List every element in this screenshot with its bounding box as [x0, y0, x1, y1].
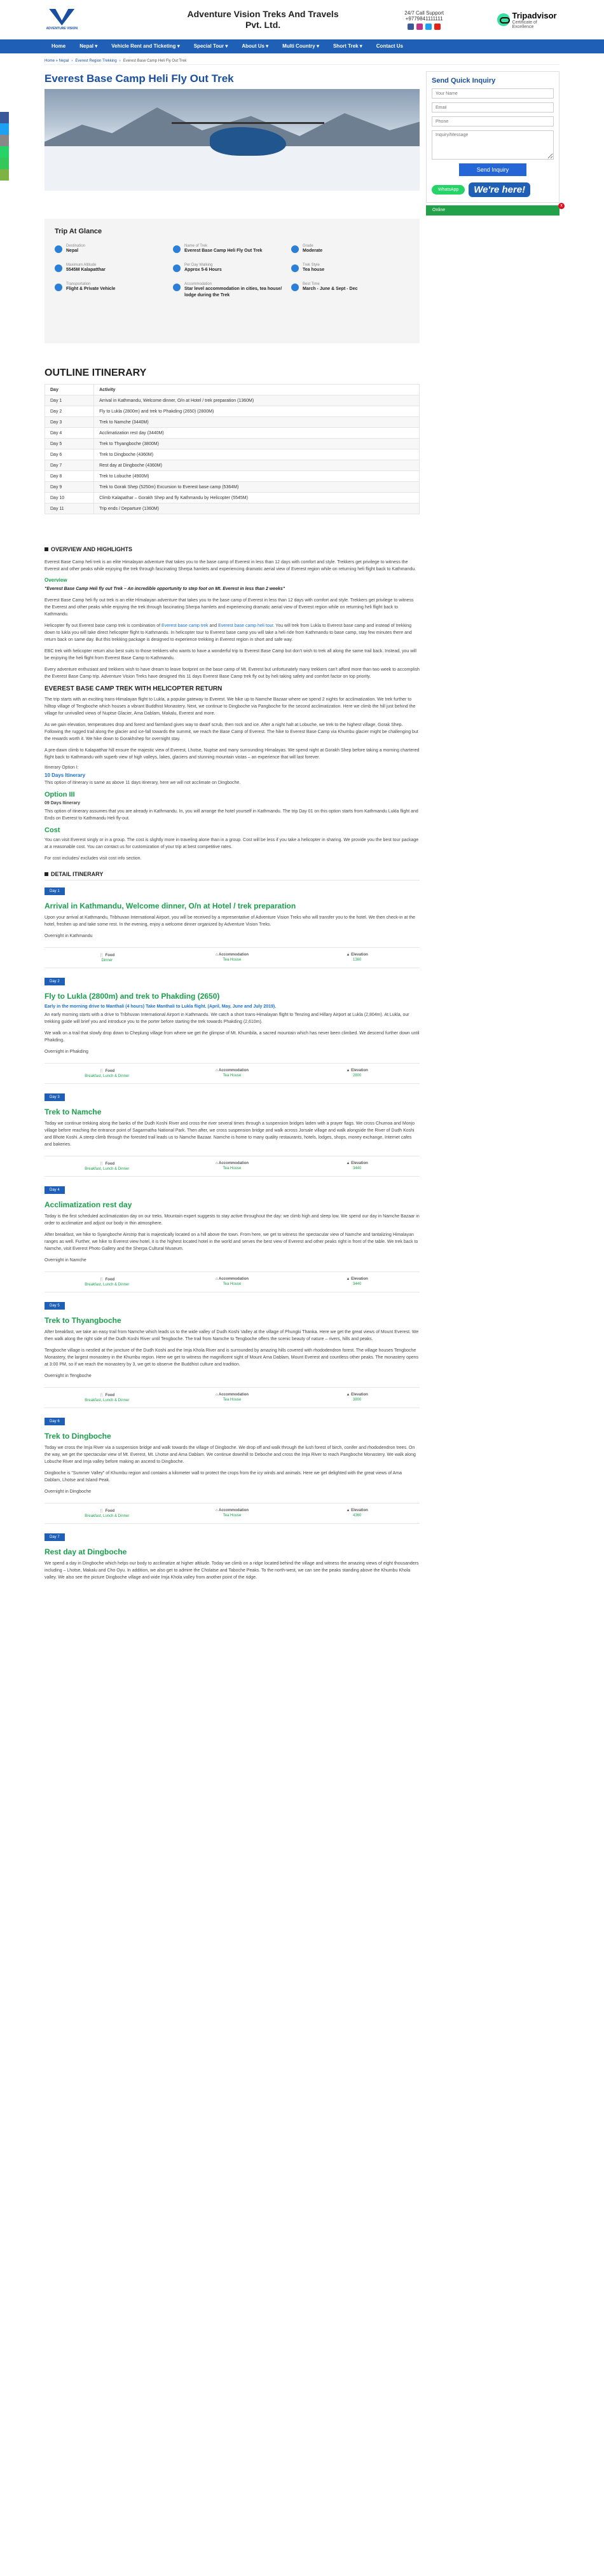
cell-activity: Trek to Namche (3440M)	[94, 417, 420, 428]
day-title: Trek to Dingboche	[45, 1432, 111, 1441]
outline-table	[45, 384, 420, 514]
glance-label: Maximum Altitude	[66, 263, 97, 267]
page-title: Everest Base Camp Heli Fly Out Trek	[45, 72, 234, 85]
elevation-label: ▲ Elevation	[346, 1161, 368, 1165]
nav-item-home[interactable]: Home	[51, 43, 66, 49]
table-row	[45, 439, 420, 449]
nav-item-vehicle-rent[interactable]: Vehicle Rent and Ticketing ▾	[111, 43, 180, 49]
facebook-icon[interactable]	[408, 24, 414, 30]
day-badge: Day 1	[45, 887, 65, 895]
table-row	[45, 428, 420, 439]
accommodation-value: Tea House	[223, 1282, 242, 1286]
sidebar	[426, 71, 563, 216]
option1-days: 10 Days Itinerary	[45, 772, 86, 778]
day-overnight: Overnight in Phakding	[45, 1050, 88, 1054]
accommodation-value: Tea House	[223, 958, 242, 962]
email-input[interactable]	[432, 102, 554, 113]
food-label: 🍴 Food	[99, 954, 115, 957]
bed-icon: ⌂	[215, 1161, 219, 1165]
cost-note: For cost includes/ excludes visit cost info section.	[45, 856, 142, 861]
food-icon: 🍴	[99, 1394, 106, 1397]
text-span: and	[208, 624, 219, 628]
cell-activity: Trek to Lobuche (4900M)	[94, 471, 420, 482]
support-phone[interactable]: +9779841111111	[405, 15, 443, 22]
table-row	[45, 406, 420, 417]
square-bullet-icon	[45, 872, 48, 876]
elevation-label: ▲ Elevation	[346, 1277, 368, 1281]
day-title: Trek to Namche	[45, 1107, 102, 1116]
elevation-label: ▲ Elevation	[346, 1069, 368, 1072]
logo-mark-icon	[49, 9, 74, 25]
support-label: 24/7 Call Support	[404, 10, 444, 16]
day-title: Trek to Thyangboche	[45, 1316, 121, 1325]
meta-elevation	[294, 1393, 420, 1402]
option1-text: This option of itinerary is same as above 11 days itinerary, here we will not acclimate on Dingboche.	[45, 781, 241, 785]
logo-text: ADVENTURE VISION	[46, 27, 78, 31]
bed-icon: ⌂	[215, 1393, 219, 1397]
meta-elevation	[294, 1069, 420, 1078]
meta-accommodation	[170, 953, 295, 963]
trek-name-icon	[173, 245, 181, 253]
meta-accommodation	[170, 1069, 295, 1078]
meta-food	[45, 1069, 170, 1078]
day-overnight: Overnight in Namche	[45, 1258, 86, 1263]
square-bullet-icon	[45, 547, 48, 551]
day-paragraph: Upon your arrival at Kathmandu, Tribhuvan International Airport, you will be received by a representative of Adventure Vision Treks who will transfer you to the hotel. We then check-in at the hotel, freshen up and take some rest. In the evening, enjoy a welcome dinner organized by Adventure Vision Treks.	[45, 915, 415, 927]
tripadvisor-badge[interactable]	[497, 11, 559, 29]
day-paragraph: Dingboche is "Summer Valley" of Khumbu region and contains a kilometer wall to protect the crops from the icy winds and animals. Here we get delighted with the great views of Ama Dablam, Lhotse and Island Peak.	[45, 1471, 402, 1483]
detail-heading	[45, 871, 420, 880]
mountain-icon: ▲	[346, 953, 352, 957]
glance-label: Grade	[303, 244, 313, 248]
overview-paragraph: Everest Base Camp heli fly out trek is an elite Himalayan adventure that takes you to the base camp of Everest in less than 12 days with comfort and style. Trekkers get privilege to witness the Everest and other peaks while enjoying the trek through fascinating Sherpa hamlets and experiencing dramatic aerial view of Everest region while on returning heli flight back to Kathmandu.	[45, 598, 414, 617]
altitude-icon	[55, 264, 62, 272]
overview-label: Overview	[45, 577, 67, 583]
cell-day: Day 1	[45, 395, 94, 406]
meta-elevation	[294, 1277, 420, 1287]
glance-item	[173, 282, 291, 299]
phone-input[interactable]	[432, 116, 554, 127]
accommodation-label: ⌂ Accommodation	[215, 953, 249, 957]
overview-paragraph: Every adventure enthusiast and trekkers wish to have dream to leave footprint on the base camp of Mt. Everest but unfortunately many trekkers can't afford more than two week to accomplish the Everest Base Camp trip. Adventure Vision Treks have designed this 11 days Everest Base Camp trek fly out by heli taking safety and comfort factor on top priority.	[45, 668, 420, 679]
site-logo[interactable]	[45, 6, 79, 34]
link-ebc-trek[interactable]: Everest base camp trek	[161, 624, 209, 628]
overview-heading	[45, 546, 420, 552]
main-content	[45, 70, 420, 1590]
day-overnight: Overnight in Dingboche	[45, 1490, 92, 1494]
whatsapp-button[interactable]: WhatsApp	[432, 185, 465, 195]
grade-icon	[291, 245, 299, 253]
mountain-icon: ▲	[346, 1509, 352, 1512]
cost-text: You can visit Everest singly or in a group. The cost is slightly more in traveling alone than in a group. Cost will be less if you take a helicopter in sharing. We provide you the best tour package at a reasonable cost. You can contact us for customization of your trip at best competitive rates.	[45, 838, 419, 849]
elevation-value: 3440	[352, 1282, 362, 1286]
glance-value: Nepal	[66, 249, 79, 253]
breadcrumb-region[interactable]: Everest Region Trekking	[75, 58, 117, 63]
calendar-icon	[291, 284, 299, 291]
meta-food	[45, 953, 170, 963]
bed-icon: ⌂	[215, 1277, 219, 1281]
meta-accommodation	[170, 1161, 295, 1171]
table-row	[45, 449, 420, 460]
glance-title: Trip At Glance	[55, 228, 102, 235]
bed-icon: ⌂	[215, 953, 219, 957]
header-social-icons	[390, 24, 459, 30]
day-block	[45, 977, 420, 1084]
overview-paragraph: The trip starts with an exciting trans-Himalayan flight to Lukla, a popular gateway to Everest. We hike up to Namche Bazaar where we spend 2 nights for acclimatization. We trek further to hilltop village of Tengboche which houses a vibrant Buddhist Monastery. Next, we continue to Dingboche via Pangboche for the second acclimatization. Here we climb the hill just behind the village for unrivalled views of Nuptse Glacier, Ama Dablam, Makalu, Everest and more.	[45, 697, 416, 716]
tripadvisor-name: Tripadvisor	[512, 10, 557, 20]
food-value: Breakfast, Lunch & Dinner	[85, 1399, 130, 1402]
food-icon: 🍴	[99, 954, 106, 957]
day-paragraph: We walk on a trail that slowly drop down to Cheplung village from where we get the glimpse of Mt. Khumbila, a sacred mountain which has never been climbed. We descend further down until Phakding.	[45, 1031, 420, 1043]
transport-icon	[55, 284, 62, 291]
day-badge: Day 5	[45, 1302, 65, 1310]
day-highlight: Early in the morning drive to Manthali (4 hours) Take Manthali to Lukla flight. (April, May, June and July 2019).	[45, 1004, 277, 1009]
glance-value: Tea house	[303, 268, 325, 272]
glance-value: March - June & Sept - Dec	[303, 287, 358, 291]
cell-activity: Fly to Lukla (2800m) and trek to Phakding (2650) (2800M)	[94, 406, 420, 417]
table-row	[45, 493, 420, 504]
cell-day: Day 10	[45, 493, 94, 504]
helicopter-rotor	[172, 122, 324, 124]
glance-label: Best Time	[303, 282, 320, 286]
elevation-value: 1360	[352, 958, 362, 962]
glance-value: Approx 5-6 Hours	[184, 268, 222, 272]
day-overnight: Overnight in Kathmandu	[45, 934, 93, 938]
accommodation-label: ⌂ Accommodation	[215, 1069, 249, 1072]
day-paragraph: We spend a day in Dingboche which helps our body to acclimatize at higher altitude. Today we climb on a ridge located behind the village and witness the amazing views of eight thousanders including – Lhotse, Makalu and Cho Oyu. In addition, we also get to admire the Cholatse and Taboche Peaks. To the north-west, we can see the peaks standing above the Khumbu Khola valley. We also see the picture Dingboche village and wide Imja Khola valley from another point of the ridge.	[45, 1561, 419, 1580]
more-share-icon[interactable]	[0, 169, 9, 181]
cell-activity: Trek to Dingboche (4360M)	[94, 449, 420, 460]
helicopter-return-heading: EVEREST BASE CAMP TREK WITH HELICOPTER RETURN	[45, 685, 223, 692]
food-value: Breakfast, Lunch & Dinner	[85, 1514, 130, 1518]
elevation-label: ▲ Elevation	[346, 953, 368, 957]
elevation-label: ▲ Elevation	[346, 1509, 368, 1512]
glance-value: Star level accommodation in cities, tea house/ lodge during the Trek	[184, 287, 282, 298]
meta-food	[45, 1277, 170, 1287]
day-paragraph: Today we continue trekking along the banks of the Dudh Koshi River and cross the river several times through a suspension bridges laden with a prayer flags. We cross Chumoa and Monjo village before reaching the entrance point of Sagarmatha National Park. Then after, we cross suspension bridge and walk across Jorsale village and walk alongside the River of Dudh Koshi and Bhote Koshi. A steep climb through the forested trail leads us to Namche Bazaar. Namche is home to many quality restaurants, hotels, lodges, shops, money exchange, Internet cafes and bakeries.	[45, 1121, 415, 1147]
food-icon: 🍴	[99, 1162, 106, 1166]
mountain-icon: ▲	[346, 1277, 352, 1281]
food-label: 🍴 Food	[99, 1069, 115, 1073]
food-icon: 🍴	[99, 1278, 106, 1282]
day-paragraph: Today we cross the Imja River via a suspension bridge and walk towards the village of Dingboche. We drop off and walk through the lush forest of birch, conifer and rhododendron trees. On the way, we get the spectacular view of Mt. Everest, Mt. Lhotse and Ama Dablam. We continue downhill to Deboche and cross the Imja River to reach Pangboche Monastery. We walk along Lobuche River and Imja valley before making an ascend to Dingboche.	[45, 1446, 416, 1464]
day-block	[45, 1186, 420, 1292]
food-icon: 🍴	[99, 1509, 106, 1513]
option2-text: This option of itinerary assumes that you are already in Kathmandu. In, you will arrange the hotel yourself in Kathmandu. The trip Day 01 on this option starts from Kathmandu Lukla flight and Ends on Everest to Kathmandu Heli fly-out.	[45, 809, 418, 821]
elevation-value: 4360	[352, 1514, 362, 1518]
day-badge: Day 4	[45, 1186, 65, 1194]
cell-day: Day 3	[45, 417, 94, 428]
day-block	[45, 1533, 420, 1581]
accommodation-label: ⌂ Accommodation	[215, 1161, 249, 1165]
cell-day: Day 8	[45, 471, 94, 482]
quick-inquiry-form	[426, 71, 559, 203]
food-value: Dinner	[101, 959, 113, 963]
day-title: Acclimatization rest day	[45, 1200, 132, 1209]
quick-inquiry-title: Send Quick Inquiry	[432, 77, 496, 85]
glance-item	[173, 263, 291, 273]
glance-label: Per Day Walking	[184, 263, 213, 267]
main-nav	[0, 39, 604, 53]
food-icon: 🍴	[99, 1069, 106, 1073]
day-meta	[45, 947, 420, 968]
day-block	[45, 887, 420, 968]
day-block	[45, 1417, 420, 1524]
food-value: Breakfast, Lunch & Dinner	[85, 1283, 130, 1287]
glance-value: Everest Base Camp Heli Fly Out Trek	[184, 249, 263, 253]
day-title: Rest day at Dingboche	[45, 1547, 127, 1556]
nav-item-about-us[interactable]: About Us ▾	[242, 43, 269, 49]
online-chat-bar[interactable]	[426, 203, 563, 216]
glance-label: Name of Trek	[184, 244, 208, 248]
nav-item-short-trek[interactable]: Short Trek ▾	[333, 43, 362, 49]
table-row	[45, 471, 420, 482]
message-textarea[interactable]	[432, 130, 554, 160]
meta-food	[45, 1161, 170, 1171]
email-share-icon[interactable]	[0, 135, 9, 146]
food-label: 🍴 Food	[99, 1394, 115, 1397]
day-paragraph: An early morning starts with a drive to Tribhuvan International Airport in Kathmandu. We catch a short trans-Himalayan flight to Tenzing and Hillary Airport at Lukla (2,804m). At Lukla, our trekking guide will brief you and introduce you to the porter before starting the trek towards Phakding (2,610m).	[45, 1013, 409, 1024]
table-header-row	[45, 385, 420, 395]
meta-food	[45, 1509, 170, 1518]
meta-accommodation	[170, 1393, 295, 1402]
meta-accommodation	[170, 1509, 295, 1518]
chat-row	[432, 182, 554, 197]
day-paragraph: Tengboche village is nestled at the juncture of the Dudh Koshi and the Imja Khola River and is surrounded by amazing hills covered with rhododendron forest. The village houses Tengboche Monastery, the largest monastery in the Khumbu region. Here we get to witness the magnificent sight of Mount Ama Dablam, Mount Everest and countless other peaks. The monastery opens at 3:00 PM, so if we reach the monastery by 3, we get to observe the Buddhist culture and tradition.	[45, 1348, 419, 1367]
glance-item	[55, 282, 173, 299]
food-value: Breakfast, Lunch & Dinner	[85, 1074, 130, 1078]
breadcrumb-current: Everest Base Camp Heli Fly Out Trek	[123, 58, 187, 63]
cell-day: Day 9	[45, 482, 94, 493]
text-span: Helicopter fly out Everest base camp trek is combination of	[45, 624, 162, 628]
cell-day: Day 11	[45, 504, 94, 514]
overview-paragraph: As we gain elevation, temperatures drop and forest and farmland gives way to dwarf scrub, then rock and ice. After a night halt at Lobuche, we trek to the highest village, Gorak Shep. Following the rugged trail along the glacier and ice-fall towards the summit, we reach the Base Camp of Everest. The hike to Everest Base Camp via Khumbu glacier might be challenging but the rewards worth it. We hike down to Gorakhshep for overnight stay.	[45, 723, 418, 741]
cell-day: Day 7	[45, 460, 94, 471]
glance-item	[55, 244, 173, 254]
accommodation-label: ⌂ Accommodation	[215, 1393, 249, 1397]
cell-day: Day 4	[45, 428, 94, 439]
glance-item	[291, 282, 409, 299]
day-title: Arrival in Kathmandu, Welcome dinner, O/n at Hotel / trek preparation	[45, 901, 296, 910]
detail-days	[45, 887, 420, 1581]
mountain-icon: ▲	[346, 1393, 352, 1397]
elevation-value: 3440	[352, 1167, 362, 1170]
elevation-value: 3800	[352, 1398, 362, 1402]
trek-style-icon	[291, 264, 299, 272]
accommodation-value: Tea House	[223, 1074, 242, 1078]
food-label: 🍴 Food	[99, 1509, 115, 1513]
glance-label: Accommodation	[184, 282, 212, 286]
breadcrumb	[45, 57, 559, 65]
day-meta	[45, 1387, 420, 1408]
table-row	[45, 460, 420, 471]
name-input[interactable]	[432, 88, 554, 99]
elevation-value: 2800	[352, 1074, 362, 1078]
mountain-icon: ▲	[346, 1161, 352, 1165]
close-icon[interactable]: x	[558, 203, 565, 209]
cell-day: Day 6	[45, 449, 94, 460]
facebook-share-icon[interactable]	[0, 112, 9, 123]
food-value: Breakfast, Lunch & Dinner	[85, 1167, 130, 1171]
day-meta	[45, 1156, 420, 1177]
accommodation-value: Tea House	[223, 1398, 242, 1402]
option2-days: 09 Days Itinerary	[45, 801, 81, 805]
col-activity: Activity	[94, 385, 420, 395]
location-pin-icon	[55, 245, 62, 253]
cell-activity: Trek to Gorak Shep (5250m) Excursion to Everest base camp (5364M)	[94, 482, 420, 493]
glance-item	[55, 263, 173, 273]
cell-day: Day 2	[45, 406, 94, 417]
bed-icon: ⌂	[215, 1069, 219, 1072]
option2-label: Option III	[45, 791, 75, 798]
company-name: Adventure Vision Treks And Travels Pvt. Ltd.	[187, 9, 339, 30]
overview-heading-text: OVERVIEW AND HIGHLIGHTS	[51, 546, 133, 552]
overview-quote: "Everest Base Camp Heli fly out Trek – An incredible opportunity to step foot on Mt. Everest in less than 2 weeks"	[45, 587, 285, 591]
accommodation-icon	[173, 284, 181, 291]
accommodation-label: ⌂ Accommodation	[215, 1277, 249, 1281]
day-meta	[45, 1271, 420, 1292]
online-label: Online	[432, 208, 446, 212]
day-title: Fly to Lukla (2800m) and trek to Phakding (2650)	[45, 992, 220, 1001]
cell-activity: Trip ends / Departure (1360M)	[94, 504, 420, 514]
cost-label: Cost	[45, 826, 60, 834]
col-day: Day	[45, 385, 94, 395]
link-ebc-heli-tour[interactable]: Everest base camp heli tour	[218, 624, 273, 628]
meta-accommodation	[170, 1277, 295, 1287]
overview-paragraph-links	[45, 622, 420, 643]
cell-activity: Trek to Thyangboche (3800M)	[94, 439, 420, 449]
meta-elevation	[294, 953, 420, 963]
walking-icon	[173, 264, 181, 272]
accommodation-value: Tea House	[223, 1514, 242, 1518]
trip-at-glance	[45, 219, 420, 343]
option1-label: Itinerary Option I:	[45, 765, 79, 770]
twitter-share-icon[interactable]	[0, 123, 9, 135]
accommodation-value: Tea House	[223, 1167, 242, 1170]
glance-label: Destination	[66, 244, 86, 248]
table-row	[45, 417, 420, 428]
glance-value: Flight & Private Vehicle	[66, 287, 116, 291]
breadcrumb-home[interactable]: Home » Nepal	[45, 58, 69, 63]
day-meta	[45, 1063, 420, 1084]
day-badge: Day 3	[45, 1093, 65, 1101]
nav-item-nepal[interactable]: Nepal ▾	[79, 43, 98, 49]
day-badge: Day 6	[45, 1418, 65, 1425]
detail-heading-text: DETAIL ITINERARY	[51, 871, 104, 877]
cell-activity: Arrival in Kathmandu, Welcome dinner, O/n at Hotel / trek preparation (1360M)	[94, 395, 420, 406]
sms-share-icon[interactable]	[0, 158, 9, 169]
table-row	[45, 395, 420, 406]
breadcrumb-separator-icon: ›	[119, 58, 121, 63]
send-inquiry-button[interactable]: Send Inquiry	[459, 163, 526, 176]
day-paragraph: After breakfast, we take an easy trail from Namche which leads us to the wide valley of Dudh Koshi Valley at the village of Phungki Thanka. Here we get the great views of Mount Everest. We then walk along the right side of the Dudh Koshi River until Tengboche. The trail from Namche to Tengboche offers the scenic beauty of nature – rivers, hills and peaks.	[45, 1330, 419, 1341]
overview-paragraph: EBC trek with helicopter return also best suits to those trekkers who wants to have a wonderful trip to Everest Base Camp but don't wish to trek all along the same trail back. Instead, you will be enjoying the heli flight from Everest Base Camp to Kathmandu.	[45, 649, 416, 661]
day-badge: Day 2	[45, 978, 65, 985]
food-label: 🍴 Food	[99, 1162, 115, 1166]
youtube-icon[interactable]	[434, 24, 441, 30]
site-header	[0, 0, 604, 39]
glance-item	[291, 263, 409, 273]
cell-activity: Climb Kalapathar – Gorakh Shep and fly Kathmandu by Helicopter (5545M)	[94, 493, 420, 504]
nav-item-multi-country[interactable]: Multi Country ▾	[282, 43, 319, 49]
bed-icon: ⌂	[215, 1509, 219, 1512]
day-overnight: Overnight in Tengboche	[45, 1374, 92, 1378]
here-bubble[interactable]: We're here!	[469, 182, 530, 197]
day-block	[45, 1093, 420, 1177]
twitter-icon[interactable]	[425, 24, 432, 30]
tripadvisor-sub: Certificate of Excellence	[512, 20, 537, 29]
table-row	[45, 504, 420, 514]
glance-item	[173, 244, 291, 254]
tripadvisor-owl-icon	[497, 13, 510, 26]
day-paragraph: Today is the first scheduled acclimatization day on our treks. Mountain expert suggests to stay active throughout the day: we climb high and sleep low. We spend our day in Namche Bazaar in order to acclimatize and adjust our body in thin atmosphere.	[45, 1214, 420, 1226]
day-meta	[45, 1503, 420, 1524]
elevation-label: ▲ Elevation	[346, 1393, 368, 1397]
day-paragraph: After breakfast, we hike to Syangboche Airstrip that is majestically located on a hill above the town. From here, we get to witness the spectacular view of Namche and tantalizing Himalayan ranges as well. Further, we hike to Everest view hotel, it is the highest located hotel in the world and serves the best view of Everest and other peaks right in front of the table. We trek back to Namche, visit Everest Photo Gallery and the Sherpa Cultural Museum.	[45, 1233, 418, 1251]
nav-item-contact-us[interactable]: Contact Us	[376, 43, 404, 49]
cell-activity: Rest day at Dingboche (4360M)	[94, 460, 420, 471]
cell-activity: Acclimatization rest day (3440M)	[94, 428, 420, 439]
company-name-block	[181, 9, 345, 31]
table-row	[45, 482, 420, 493]
day-block	[45, 1301, 420, 1408]
meta-elevation	[294, 1161, 420, 1171]
glance-label: Trek Style	[303, 263, 320, 267]
breadcrumb-separator-icon: ›	[71, 58, 73, 63]
cell-day: Day 5	[45, 439, 94, 449]
instagram-icon[interactable]	[416, 24, 423, 30]
left-social-strip	[0, 112, 9, 181]
overview-paragraph: A pre-dawn climb to Kalapatthar hill ensure the majestic view of Everest, Lhotse, Nuptse and many surrounding Himalayas. We spend night at Gorakh Shep before taking a morning chartered flight back to Kathmandu with superb view of high valleys, lakes, glaciers and stunning mountain vistas – an experience that will last forever.	[45, 748, 420, 760]
whatsapp-share-icon[interactable]	[0, 146, 9, 158]
glance-item	[291, 244, 409, 254]
text-span: . You will trek from Lukla to Everest base camp and instead of trekking down to lukla you will take direct helicopter flight to Kathmandu. In helicopter tour to Everest base camp you will take a heli ride from Kathmandu to base camp, stay few minutes there and return back on same day. But this trekking package is designed to experience trekking in Everest region in short and safe way.	[45, 624, 412, 642]
day-badge: Day 7	[45, 1533, 65, 1541]
nav-item-special-tour[interactable]: Special Tour ▾	[193, 43, 228, 49]
glance-label: Transportation	[66, 282, 91, 286]
hero-image	[45, 89, 420, 191]
meta-elevation	[294, 1509, 420, 1518]
glance-value: Moderate	[303, 249, 323, 253]
meta-food	[45, 1393, 170, 1402]
glance-value: 5545M Kalapatthar	[66, 268, 106, 272]
support-block	[390, 10, 459, 30]
food-label: 🍴 Food	[99, 1278, 115, 1282]
accommodation-label: ⌂ Accommodation	[215, 1509, 249, 1512]
mountain-icon: ▲	[346, 1069, 352, 1072]
outline-title: OUTLINE ITINERARY	[45, 367, 147, 378]
overview-paragraph: Everest Base Camp heli trek is an elite Himalayan adventure that takes you to the base camp of Everest in less than 12 days with comfort and style. Trekkers get privilege to witness the Everest and other peaks while enjoying the trek through fascinating Sherpa hamlets and experiencing dramatic aerial view of Everest region while on returning heli flight back to Kathmandu.	[45, 560, 416, 572]
